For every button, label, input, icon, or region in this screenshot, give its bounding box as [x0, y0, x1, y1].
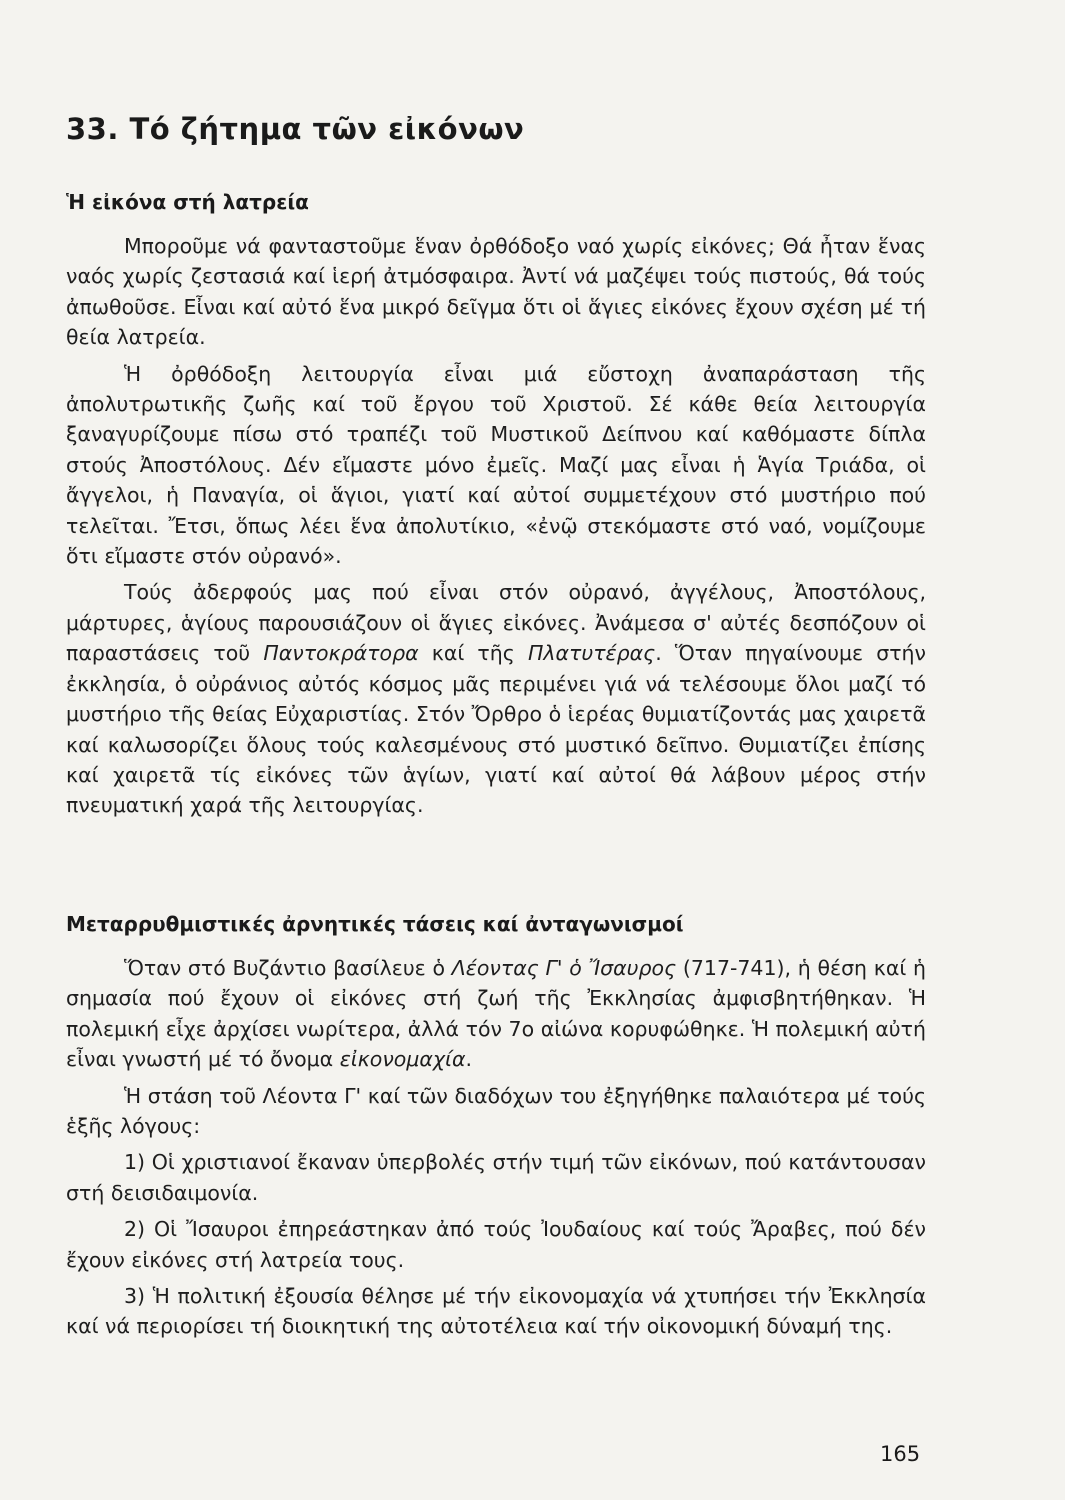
section-body-worship: [66, 231, 926, 827]
section-heading-worship: Ἡ εἰκόνα στή λατρεία: [66, 190, 309, 214]
paragraph: Ἡ στάση τοῦ Λέοντα Γ' καί τῶν διαδόχων του ἐξηγήθηκε παλαιότερα μέ τούς ἑξῆς λόγους:: [66, 1083, 926, 1139]
section-heading-reform: Μεταρρυθμιστικές ἀρνητικές τάσεις καί ἀνταγωνισμοί: [66, 912, 684, 936]
chapter-title: 33. Τό ζήτημα τῶν εἰκόνων: [66, 112, 525, 146]
text-run: καί τῆς: [418, 641, 528, 666]
list-item: 1) Οἱ χριστιανοί ἔκαναν ὑπερβολές στήν τιμή τῶν εἰκόνων, πού κατάντουσαν στή δεισιδαιμονία.: [66, 1150, 926, 1205]
paragraph: Μποροῦμε νά φανταστοῦμε ἕναν ὀρθόδοξο ναό χωρίς εἰκόνες; Θά ἦταν ἕνας ναός χωρίς ζεστασιά καί ἱερή ἀτμόσφαιρα. Ἀντί νά μαζέψει τούς πιστούς, θά τούς ἀπωθοῦσε. Εἶναι καί αὐτό ἕνα μικρό δεῖγμα ὅτι οἱ ἅγιες εἰκόνες ἔχουν σχέση μέ τή θεία λατρεία.: [66, 234, 926, 350]
text-run: Τούς ἀδερφούς μας πού εἶναι στόν οὐρανό, ἀγγέλους, Ἀποστόλους, μάρτυρες, ἁγίους παρουσιάζουν οἱ ἅγιες εἰκόνες. Ἀνάμεσα σ' αὐτές δεσπόζουν οἱ παραστάσεις τοῦ: [66, 580, 926, 666]
paragraph: Ἡ ὀρθόδοξη λειτουργία εἶναι μιά εὔστοχη ἀναπαράσταση τῆς ἀπολυτρωτικῆς ζωῆς καί τοῦ ἔργου τοῦ Χριστοῦ. Σέ κάθε θεία λειτουργία ξαναγυρίζουμε πίσω στό τραπέζι τοῦ Μυστικοῦ Δείπνου καί καθόμαστε δίπλα στούς Ἀποστόλους. Δέν εἴμαστε μόνο ἐμεῖς. Μαζί μας εἶναι ἡ Ἁγία Τριάδα, οἱ ἄγγελοι, ἡ Παναγία, οἱ ἅγιοι, γιατί καί αὐτοί συμμετέχουν στό μυστήριο πού τελεῖται. Ἔτσι, ὅπως λέει ἕνα ἀπολυτίκιο, «ἐνῷ στεκόμαστε στό ναό, νομίζουμε ὅτι εἴμαστε στόν οὐρανό».: [66, 361, 926, 569]
list-item: 3) Ἡ πολιτική ἐξουσία θέλησε μέ τήν εἰκονομαχία νά χτυπήσει τήν Ἐκκλησία καί νά περιορίσει τή διοικητική της αὐτοτέλεια καί τήν οἰκονομική δύναμή της.: [66, 1284, 926, 1339]
text-run: (717-741), ἡ θέση καί ἡ σημασία πού ἔχουν οἱ εἰκόνες στή ζωή τῆς Ἐκκλησίας ἀμφισβητήθηκαν. Ἡ πολεμική εἶχε ἀρχίσει νωρίτερα, ἀλλά τόν 7ο αἰώνα κορυφώθηκε. Ἡ πολεμική αὐτή εἶναι γνωστή μέ τό ὄνομα: [66, 956, 927, 1072]
emphasis-pantokrator: Παντοκράτορα: [263, 641, 419, 666]
section-body-reform: [66, 953, 926, 1348]
text-run: . Ὅταν πηγαίνουμε στήν ἐκκλησία, ὁ οὐράνιος αὐτός κόσμος μᾶς περιμένει γιά νά τελέσουμε ὅλοι μαζί τό μυστήριο τῆς θείας Εὐχαριστίας. Στόν Ὄρθρο ὁ ἱερέας θυμιατίζοντάς μας χαιρετᾶ καί καλωσορίζει ὅλους τούς καλεσμένους στό μυστικό δεῖπνο. Θυμιατίζει ἐπίσης καί χαιρετᾶ τίς εἰκόνες τῶν ἁγίων, γιατί καί αὐτοί θά λάβουν μέρος στήν πνευματική χαρά τῆς λειτουργίας.: [66, 641, 926, 818]
list-item: 2) Οἱ Ἴσαυροι ἐπηρεάστηκαν ἀπό τούς Ἰουδαίους καί τούς Ἄραβες, πού δέν ἔχουν εἰκόνες στή λατρεία τους.: [66, 1217, 926, 1272]
emphasis-iconoclasm: εἰκονομαχία: [339, 1047, 466, 1072]
emphasis-platytera: Πλατυτέρας: [527, 641, 656, 666]
page-number: 165: [880, 1442, 921, 1466]
text-run: Ὅταν στό Βυζάντιο βασίλευε ὁ: [124, 956, 452, 980]
paragraph: [66, 953, 926, 1075]
text-run: .: [465, 1047, 472, 1072]
emphasis-leo: Λέοντας Γ' ὁ Ἴσαυρος: [451, 956, 677, 980]
paragraph: [66, 577, 926, 820]
